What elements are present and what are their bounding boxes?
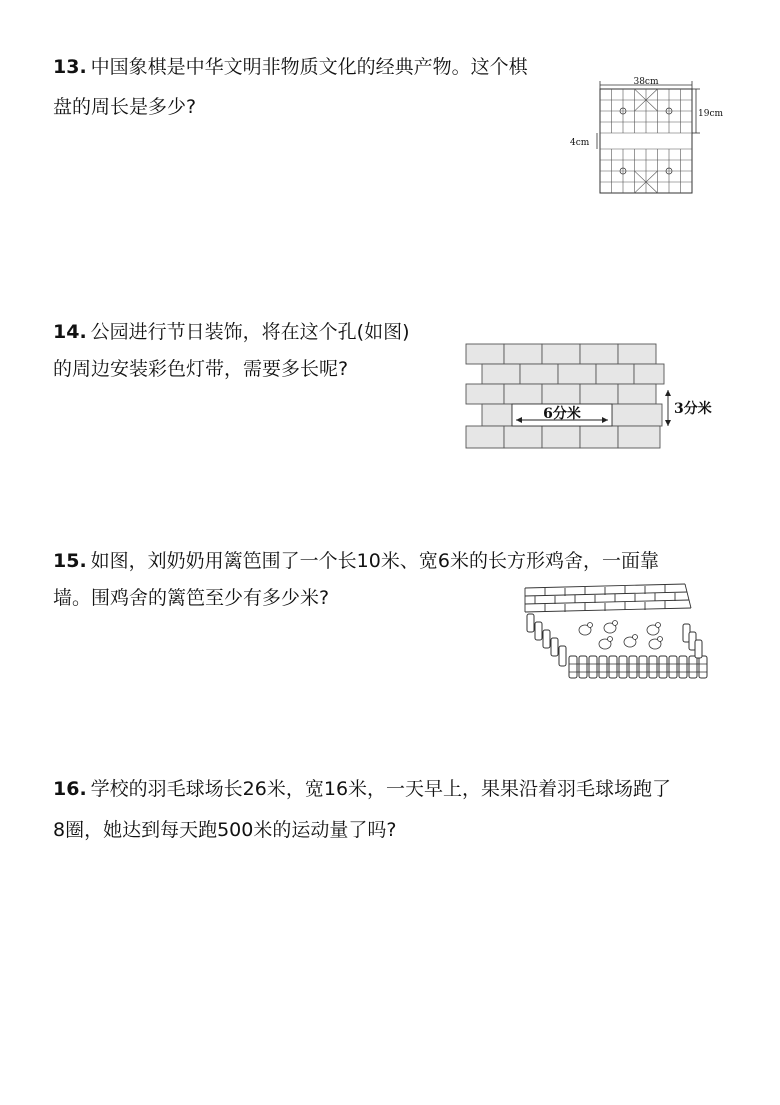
hole-height-label: 3分米 <box>674 401 712 417</box>
problem-15-line-1: 15. 如图，刘奶奶用篱笆围了一个长10米、宽6米的长方形鸡舍，一面靠 <box>53 550 659 572</box>
chicken-icon <box>579 621 663 650</box>
brick-wall-figure <box>462 340 727 458</box>
problem-16-line-1: 16. 学校的羽毛球场长26米，宽16米，一天早上，果果沿着羽毛球场跑了 <box>53 778 672 800</box>
problem-16-line-2: 8圈，她达到每天跑500米的运动量了吗? <box>53 819 397 841</box>
chessboard-gap-label: 4cm <box>570 138 590 148</box>
chessboard-figure <box>565 75 735 200</box>
problem-14-number: 14. <box>53 321 87 343</box>
problem-14-line-2: 的周边安装彩色灯带，需要多长呢? <box>53 358 349 380</box>
problem-15-number: 15. <box>53 550 87 572</box>
chicken-coop-figure <box>515 580 715 685</box>
chessboard-width-label: 38cm <box>633 77 659 87</box>
problem-13-line-1: 13. 中国象棋是中华文明非物质文化的经典产物。这个棋 <box>53 56 528 78</box>
problem-14-line-1: 14. 公园进行节日装饰，将在这个孔(如图) <box>53 321 410 343</box>
problem-13-number: 13. <box>53 56 87 78</box>
problem-15-line-2: 墙。围鸡舍的篱笆至少有多少米? <box>53 587 330 609</box>
problem-13-line-2: 盘的周长是多少? <box>53 96 197 118</box>
problem-16-number: 16. <box>53 778 87 800</box>
hole-length-label: 6分米 <box>543 406 581 422</box>
chessboard-height-label: 19cm <box>698 109 724 119</box>
